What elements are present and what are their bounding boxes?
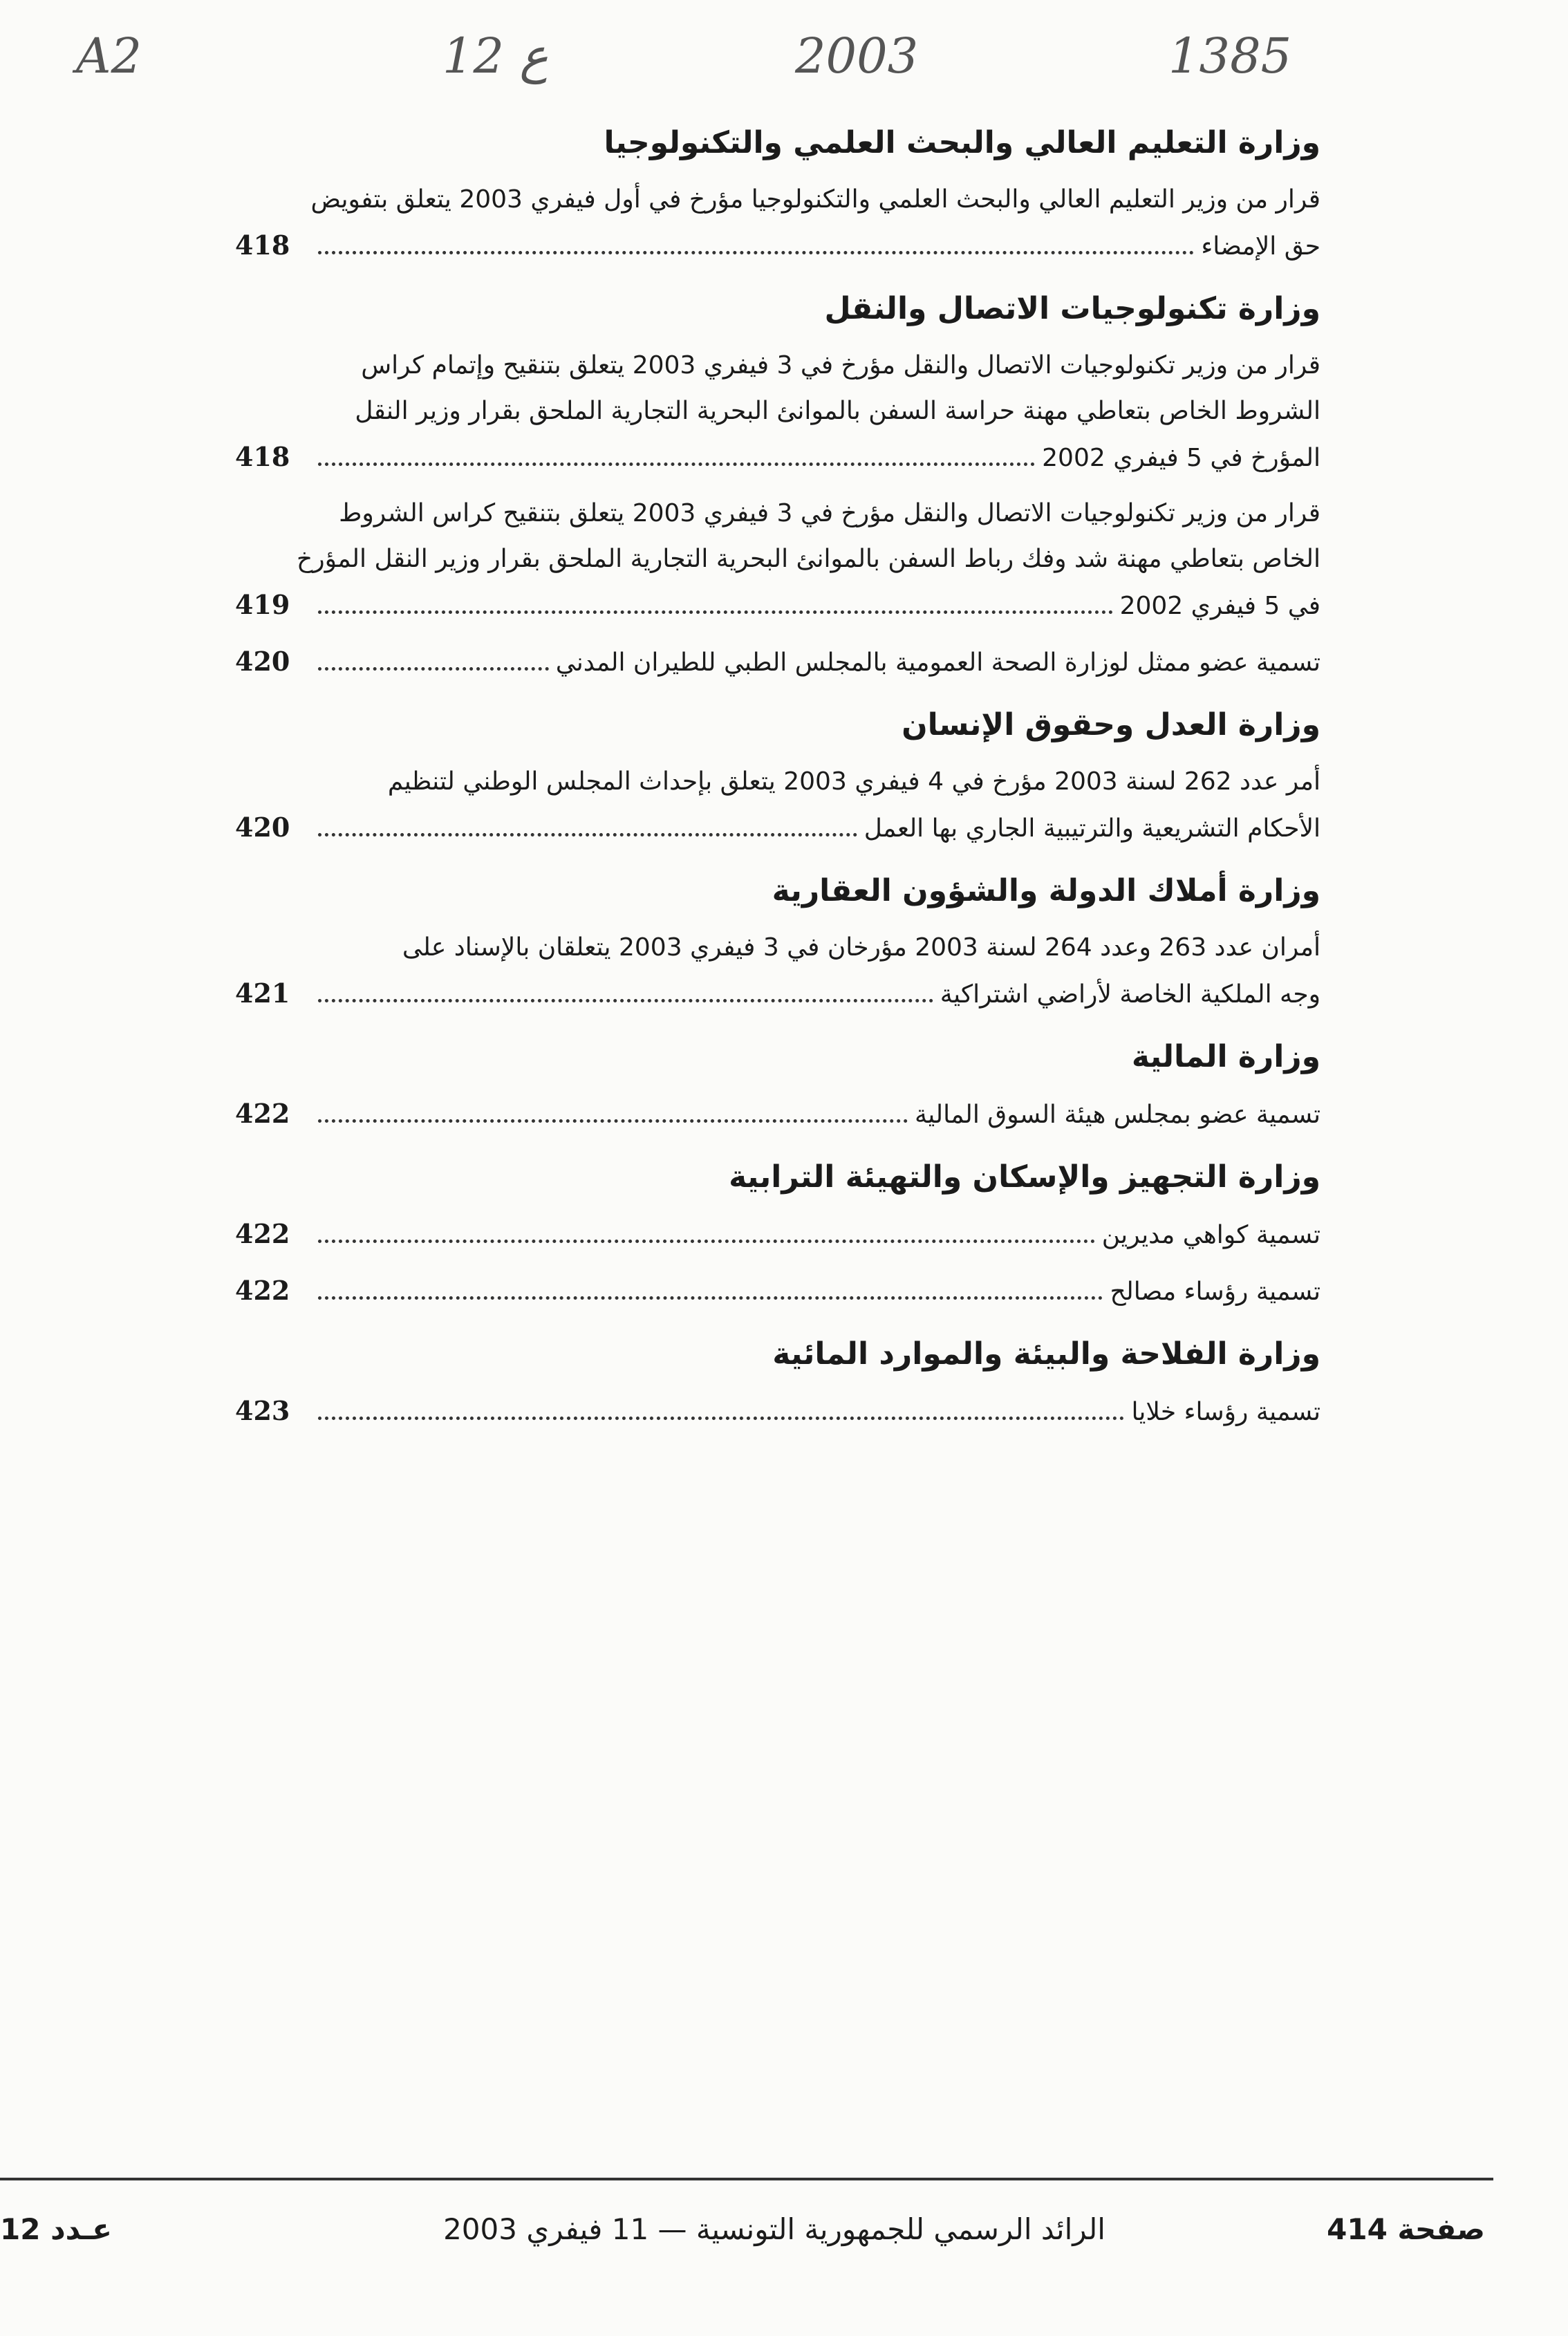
entry-last-line: [235, 434, 1320, 481]
entry-line: أمر عدد 262 لسنة 2003 مؤرخ في 4 فيفري 2003 يتعلق بإحداث المجلس الوطني لتنظيم: [387, 767, 1320, 796]
dot-leader: [318, 1119, 908, 1123]
dot-leader: [318, 462, 1035, 466]
entry-line: قرار من وزير تكنولوجيات الاتصال والنقل مؤرخ في 3 فيفري 2003 يتعلق بتنقيح كراس الشروط: [339, 499, 1320, 527]
footer-publication: الرائد الرسمي للجمهورية التونسية — 11 فيفري 2003: [443, 2212, 1105, 2246]
section-title: وزارة تكنولوجيات الاتصال والنقل: [824, 291, 1320, 326]
entry-last-line: [235, 1268, 1320, 1315]
entry-line: الخاص بتعاطي مهنة شد وفك رباط السفن بالموانئ البحرية التجارية الملحق بقرار وزير النقل المؤرخ: [297, 545, 1320, 573]
dot-leader: [318, 251, 1194, 254]
toc-entry: [235, 1388, 1320, 1435]
section-title: وزارة المالية: [1131, 1039, 1320, 1074]
entry-last-line: [235, 1091, 1320, 1138]
section-title: وزارة العدل وحقوق الإنسان: [902, 707, 1320, 742]
entry-line: أمران عدد 263 وعدد 264 لسنة 2003 مؤرخان في 3 فيفري 2003 يتعلقان بالإسناد على: [402, 933, 1320, 962]
toc-entry: [235, 639, 1320, 686]
dot-leader: [318, 1296, 1103, 1300]
page-number: 420: [235, 646, 290, 677]
entry-last-text: حق الإمضاء: [1201, 232, 1320, 261]
dot-leader: [318, 833, 857, 837]
page-number: 423: [235, 1395, 290, 1426]
page-number: 422: [235, 1275, 290, 1306]
dot-leader: [318, 667, 549, 671]
dot-leader: [318, 610, 1113, 614]
entry-last-text: المؤرخ في 5 فيفري 2002: [1042, 444, 1320, 472]
toc-entry: [235, 1211, 1320, 1258]
toc-entry: [235, 343, 1320, 481]
entry-last-text: الأحكام التشريعية والترتيبية الجاري بها العمل: [864, 814, 1320, 843]
entry-last-line: [235, 639, 1320, 686]
handwritten-note-1: A2: [76, 28, 142, 84]
toc-entry: [235, 491, 1320, 629]
page-number: 419: [235, 589, 290, 620]
page-number: 422: [235, 1098, 290, 1129]
page-number: 422: [235, 1218, 290, 1249]
toc-entry: [235, 1268, 1320, 1315]
entry-last-text: وجه الملكية الخاصة لأراضي اشتراكية: [940, 980, 1320, 1009]
entry-last-text: في 5 فيفري 2002: [1119, 592, 1320, 620]
page-number: 420: [235, 812, 290, 843]
page-number: 421: [235, 978, 290, 1009]
entry-line: الشروط الخاص بتعاطي مهنة حراسة السفن بالموانئ البحرية التجارية الملحق بقرار وزير النقل: [355, 397, 1320, 425]
entry-last-line: [235, 971, 1320, 1018]
footer-issue: عـدد 12: [0, 2212, 112, 2246]
entry-last-text: تسمية رؤساء خلايا: [1131, 1398, 1320, 1426]
entry-last-line: [235, 1388, 1320, 1435]
table-of-contents: [235, 104, 1320, 1445]
footer-rule: [0, 2178, 1493, 2180]
section-title: وزارة الفلاحة والبيئة والموارد المائية: [772, 1336, 1320, 1372]
dot-leader: [318, 1417, 1124, 1420]
entry-line: قرار من وزير تكنولوجيات الاتصال والنقل مؤرخ في 3 فيفري 2003 يتعلق بتنقيح وإتمام كراس: [361, 351, 1320, 380]
toc-entry: [235, 177, 1320, 270]
page-number: 418: [235, 441, 290, 472]
entry-line: قرار من وزير التعليم العالي والبحث العلمي والتكنولوجيا مؤرخ في أول فيفري 2003 يتعلق بتفويض: [310, 185, 1320, 214]
toc-entry: [235, 759, 1320, 852]
entry-last-line: [235, 805, 1320, 852]
entry-last-text: تسمية رؤساء مصالح: [1110, 1278, 1320, 1306]
toc-entry: [235, 925, 1320, 1018]
section-title: وزارة أملاك الدولة والشؤون العقارية: [772, 873, 1320, 908]
entry-last-line: [235, 223, 1320, 270]
entry-last-text: تسمية عضو بمجلس هيئة السوق المالية: [914, 1101, 1320, 1129]
handwritten-note-3: 2003: [795, 28, 919, 84]
page-number: 418: [235, 230, 290, 261]
entry-last-line: [235, 582, 1320, 629]
footer-page-label: صفحة 414: [1327, 2212, 1485, 2246]
dot-leader: [318, 1240, 1095, 1243]
toc-entry: [235, 1091, 1320, 1138]
section-title: وزارة التجهيز والإسكان والتهيئة الترابية: [729, 1159, 1320, 1195]
handwritten-note-2: 12 ع: [442, 28, 549, 84]
dot-leader: [318, 999, 933, 1002]
section-title: وزارة التعليم العالي والبحث العلمي والتكنولوجيا: [604, 125, 1320, 160]
entry-last-line: [235, 1211, 1320, 1258]
handwritten-note-4: 1385: [1168, 28, 1292, 84]
entry-last-text: تسمية عضو ممثل لوزارة الصحة العمومية بالمجلس الطبي للطيران المدني: [555, 648, 1320, 677]
entry-last-text: تسمية كواهي مديرين: [1101, 1221, 1320, 1249]
